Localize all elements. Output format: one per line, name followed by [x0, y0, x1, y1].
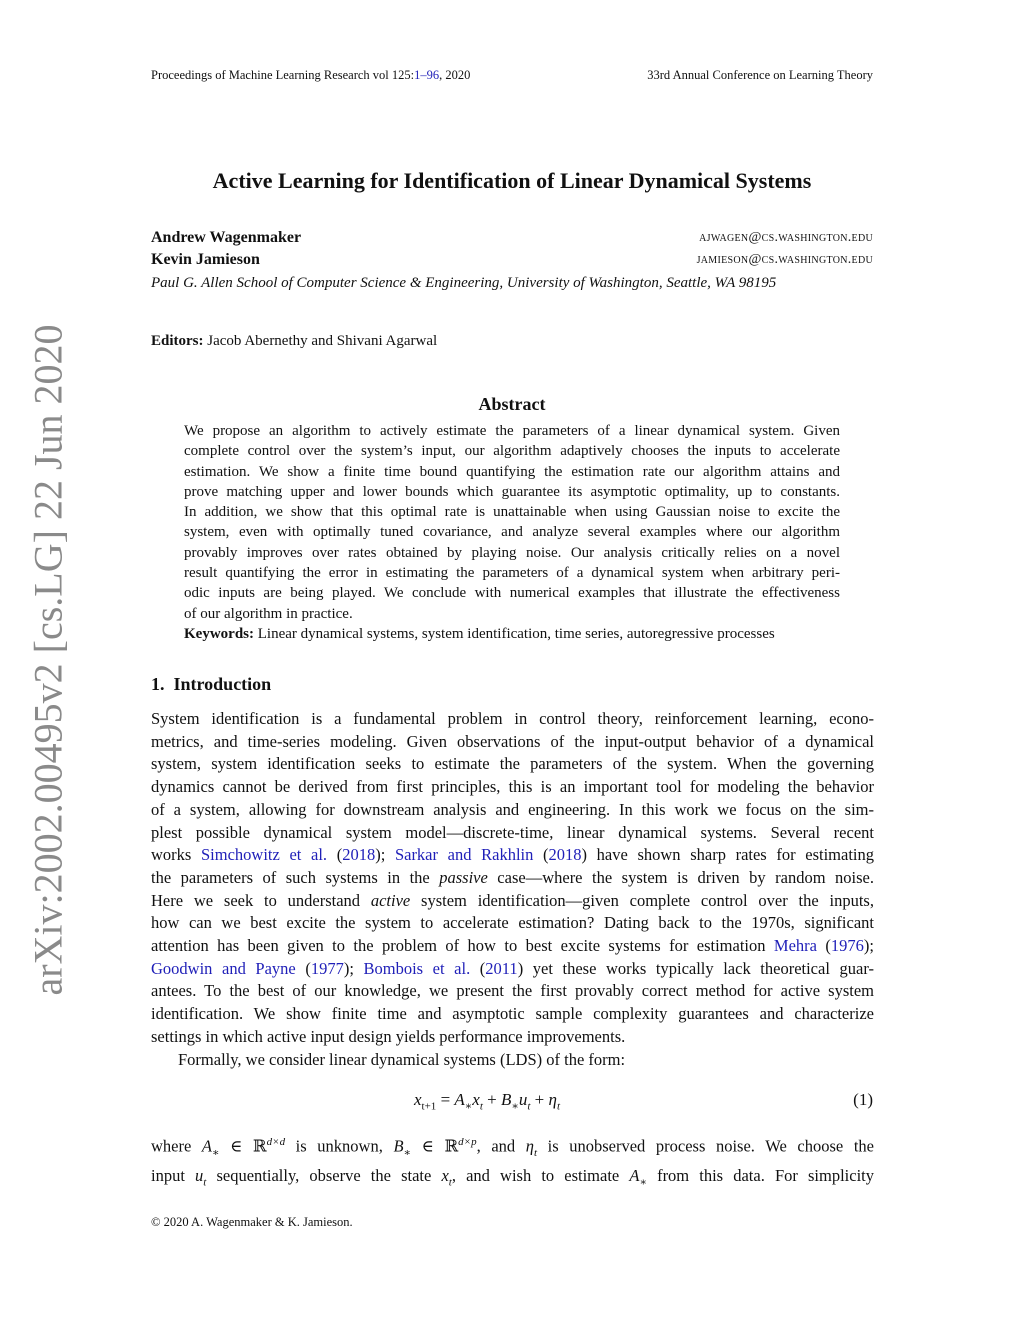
author-email-1[interactable]: ajwagen@cs.washington.edu — [699, 230, 873, 245]
intro-line — [151, 890, 874, 913]
text-run: input — [151, 1165, 196, 1185]
running-header-right: 33rd Annual Conference on Learning Theory — [647, 68, 873, 82]
intro-line: metrics, and time-series modeling. Given observations of the input-output behavior of a dynamical — [151, 731, 874, 751]
eq-symbol: B — [500, 1090, 512, 1109]
intro-line — [151, 935, 874, 958]
citation-year-link[interactable]: 2011 — [485, 958, 518, 978]
math-sup: d×p — [458, 1136, 477, 1148]
editors-label: Editors: — [151, 333, 204, 349]
keywords-label: Keywords: — [184, 625, 254, 642]
running-header-left — [151, 68, 470, 83]
editors-line — [151, 333, 437, 350]
abstract-line: system, even with optimally tuned covariance, and analyze several examples where our algorithm — [184, 524, 840, 541]
citation-year-link[interactable]: 1976 — [830, 936, 864, 956]
citation-year-link[interactable]: 2018 — [548, 845, 582, 865]
text-run: ( — [533, 845, 549, 865]
text-run: sequentially, observe the state — [206, 1165, 442, 1185]
math-symbol: η — [525, 1136, 534, 1156]
intro-line — [151, 867, 874, 890]
text-run: ( — [816, 936, 831, 956]
abstract-body — [184, 421, 840, 644]
proceedings-year: , 2020 — [439, 68, 471, 82]
eq-sub: ∗ — [511, 1100, 519, 1113]
paper-title: Active Learning for Identification of Linear Dynamical Systems — [212, 168, 812, 193]
keywords-text: Linear dynamical systems, system identification, time series, autoregressive processes — [257, 625, 775, 642]
equation-number: (1) — [853, 1090, 873, 1109]
eq-sub: t+1 — [421, 1100, 437, 1113]
proceedings-text: Proceedings of Machine Learning Research vol 125: — [151, 68, 415, 82]
citation-year-link[interactable]: 1977 — [310, 958, 344, 978]
abstract-line: In addition, we show that this optimal rate is unattainable when using Gaussian noise to excite the — [184, 504, 840, 521]
eq-operator: = — [436, 1090, 455, 1109]
emphasis-passive: passive — [439, 867, 488, 887]
intro-line: identification. We show finite time and asymptotic sample complexity guarantees and characterize — [151, 1004, 874, 1024]
intro-paragraph — [151, 708, 874, 1071]
text-run: works — [151, 845, 201, 865]
eq-operator: + — [482, 1090, 501, 1109]
math-symbol: B — [393, 1136, 404, 1156]
text-run: ( — [327, 845, 343, 865]
math-symbol: A — [629, 1165, 640, 1185]
section-title: Introduction — [173, 674, 272, 694]
math-operator: ∈ — [219, 1136, 253, 1156]
text-run: attention has been given to the problem of how to best excite systems for estimation — [151, 936, 774, 956]
author-name-1: Andrew Wagenmaker — [151, 229, 302, 246]
copyright-footer: © 2020 A. Wagenmaker & K. Jamieson. — [151, 1215, 353, 1229]
math-symbol: ℝ — [444, 1136, 459, 1156]
math-operator: ∈ — [411, 1136, 445, 1156]
abstract-line: provably improves over rates obtained by playing noise. Our analysis critically relies on a novel — [184, 544, 840, 561]
abstract-line: estimation. We show a finite time bound quantifying the estimation rate our algorithm attains and — [184, 463, 840, 480]
equation-body — [414, 1090, 560, 1112]
author-name-2: Kevin Jamieson — [151, 251, 260, 268]
intro-line: how can we best excite the system to accelerate estimation? Dating back to the 1970s, significant — [151, 913, 874, 933]
math-symbol: x — [441, 1165, 449, 1185]
math-symbol: A — [201, 1136, 213, 1156]
eq-symbol: A — [454, 1090, 465, 1109]
abstract-line: We propose an algorithm to actively estimate the parameters of a linear dynamical system. Given — [184, 423, 840, 439]
emphasis-active: active — [370, 890, 411, 910]
eq-sub: t — [527, 1100, 531, 1113]
text-run: , and — [476, 1136, 526, 1156]
math-sup: d×d — [266, 1136, 286, 1148]
arxiv-stamp: arXiv:2002.00495v2 [cs.LG] 22 Jun 2020 — [25, 324, 71, 996]
text-run: ); — [375, 845, 395, 865]
text-run: case—where the system is driven by random noise. — [487, 867, 874, 887]
citation-link[interactable]: Simchowitz et al. — [200, 845, 328, 865]
post-equation-paragraph — [151, 1131, 874, 1194]
intro-line: plest possible dynamical system model—discrete-time, linear dynamical systems. Several recent — [151, 822, 874, 842]
eq-symbol: η — [548, 1090, 557, 1109]
text-run: ( — [295, 958, 311, 978]
intro-line: system, system identification seeks to estimate the parameters of the system. When the governing — [151, 754, 874, 774]
text-run: ); — [863, 936, 874, 956]
abstract-line: complete control over the system’s input, our algorithm adaptively chooses the inputs to accelerate — [184, 443, 840, 460]
intro-line: antees. To the best of our knowledge, we present the first provably correct method for active system — [151, 981, 874, 1001]
intro-line: dynamics cannot be derived from first principles, this is an important tool for modeling the behavior — [151, 777, 874, 797]
citation-year-link[interactable]: 2018 — [342, 845, 376, 865]
text-run: ); — [343, 958, 364, 978]
affiliation: Paul G. Allen School of Computer Science & Engineering, University of Washington, Seattle, WA 98195 — [151, 275, 777, 291]
text-run: is unobserved process noise. We choose the — [537, 1136, 874, 1156]
eq-operator: + — [530, 1090, 549, 1109]
eq-sub: t — [479, 1100, 483, 1113]
citation-link[interactable]: Sarkar and Rakhlin — [394, 845, 534, 865]
intro-line — [151, 844, 874, 867]
eq-symbol: x — [472, 1090, 480, 1109]
abstract-last-line: of our algorithm in practice. — [184, 605, 353, 622]
math-sub: t — [203, 1175, 207, 1188]
eq-symbol: x — [414, 1090, 422, 1109]
text-run: the parameters of such systems in the — [151, 867, 440, 887]
body-line — [151, 1131, 874, 1165]
text-run: ) have shown sharp rates for estimating — [581, 845, 875, 865]
text-run: ) yet these works typically lack theoretical guar- — [517, 958, 874, 978]
math-sub: t — [533, 1146, 537, 1159]
math-symbol: ℝ — [252, 1136, 267, 1156]
intro-line: System identification is a fundamental problem in control theory, reinforcement learning, econo- — [151, 709, 874, 728]
citation-link[interactable]: Bombois et al. — [363, 958, 471, 978]
intro-line: Formally, we consider linear dynamical systems (LDS) of the form: — [178, 1049, 626, 1069]
citation-link[interactable]: Goodwin and Payne — [151, 958, 296, 978]
text-run: ( — [470, 958, 486, 978]
text-run: from this data. For simplicity — [646, 1165, 874, 1185]
text-run: system identification—given complete control over the inputs, — [410, 890, 874, 910]
text-run: where — [151, 1136, 202, 1156]
abstract-heading: Abstract — [478, 394, 546, 414]
math-symbol: u — [195, 1165, 204, 1185]
page-range-link[interactable]: 1–96 — [414, 68, 440, 82]
author-email-2[interactable]: jamieson@cs.washington.edu — [696, 252, 873, 267]
text-run: , and wish to estimate — [451, 1165, 630, 1185]
eq-sub: t — [556, 1100, 561, 1113]
body-line — [151, 1165, 874, 1194]
section-number: 1. — [151, 674, 165, 694]
math-sub: ∗ — [212, 1146, 220, 1159]
intro-line: settings in which active input design yields performance improvements. — [151, 1026, 626, 1046]
intro-line: of a system, allowing for downstream analysis and engineering. In this work we focus on the sim- — [151, 799, 874, 819]
math-sub: ∗ — [403, 1146, 412, 1159]
eq-sub: ∗ — [464, 1100, 473, 1113]
section-heading — [151, 674, 271, 695]
abstract-line: odic inputs are being played. We conclude with numerical examples that illustrate the effectiveness — [184, 585, 840, 602]
math-sub: ∗ — [639, 1175, 647, 1188]
abstract-line: result quantifying the error in estimating the parameters of a dynamical system when arbitrary peri- — [184, 565, 840, 582]
editors-names: Jacob Abernethy and Shivani Agarwal — [207, 333, 438, 349]
text-run: Here we seek to understand — [151, 890, 371, 910]
text-run: is unknown, — [285, 1136, 394, 1156]
eq-symbol: u — [518, 1090, 528, 1109]
keywords-line — [184, 624, 840, 644]
citation-link[interactable]: Mehra — [773, 936, 817, 956]
math-sub: t — [448, 1175, 452, 1188]
abstract-line: prove matching upper and lower bounds which guarantee its asymptotic optimality, up to constants. — [184, 483, 840, 500]
intro-line — [151, 958, 874, 981]
